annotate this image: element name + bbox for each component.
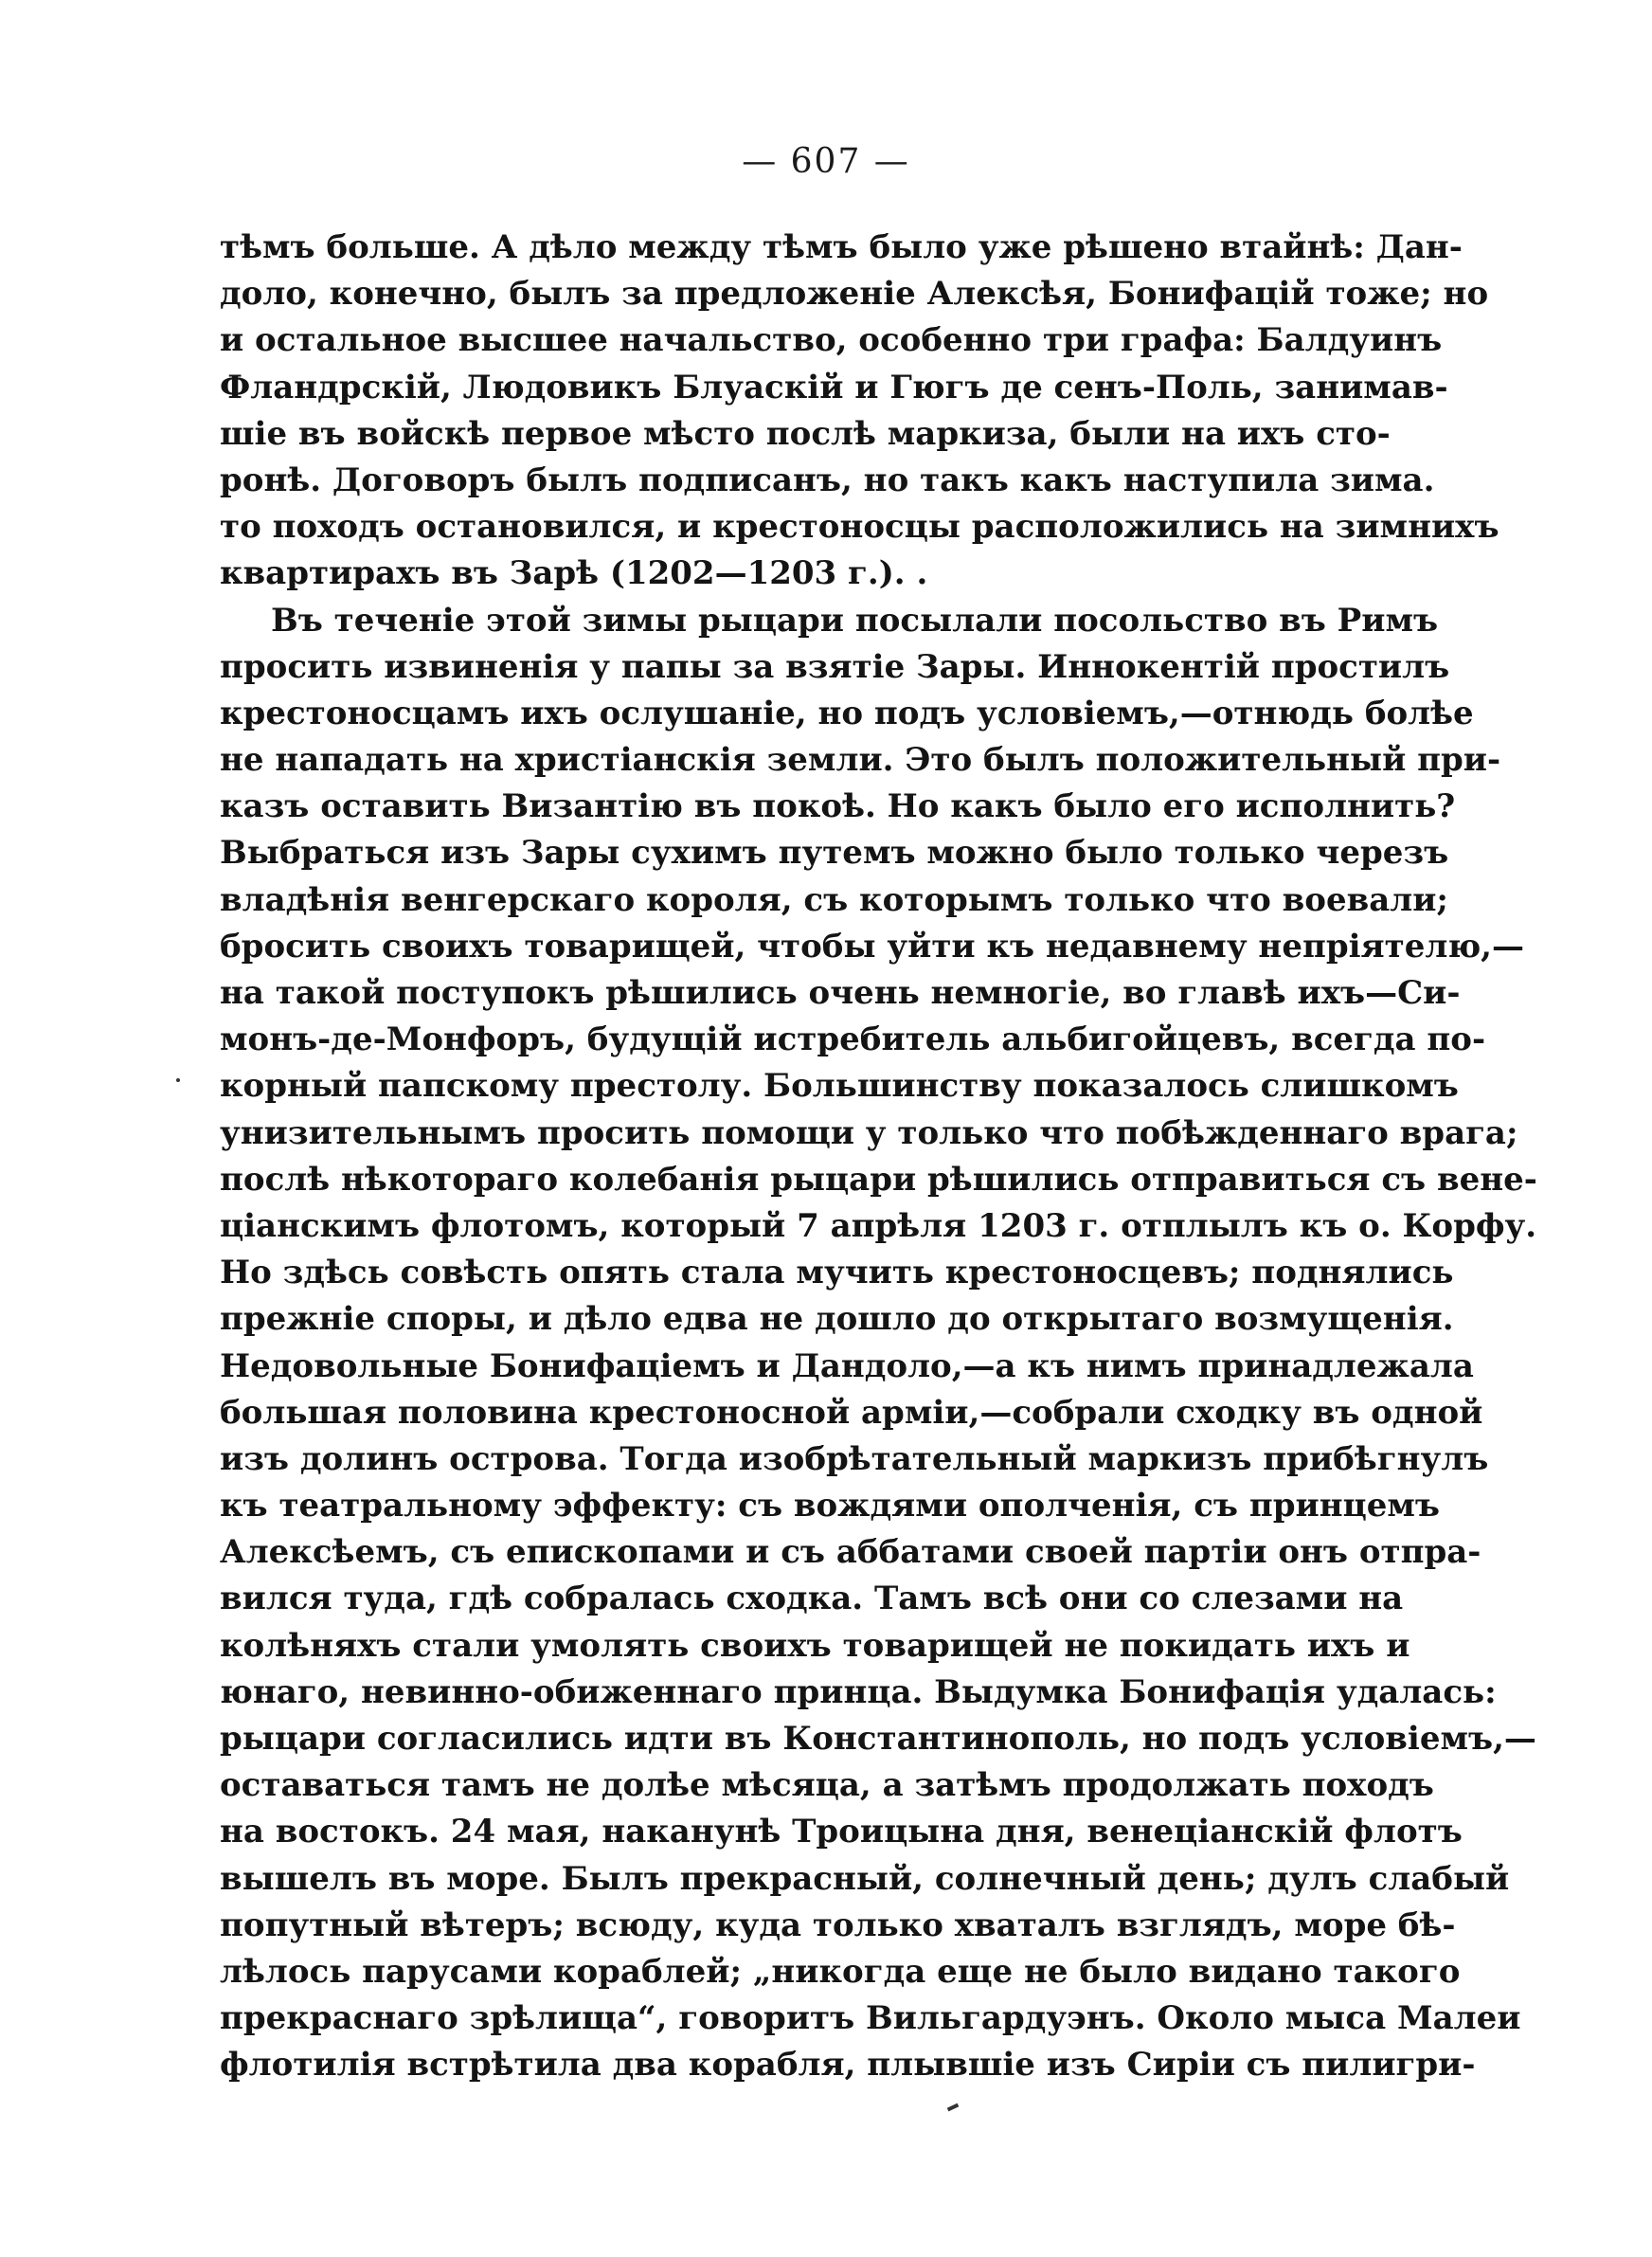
text-line: ронѣ. Договоръ былъ подписанъ, но такъ какъ наступила зима. (220, 460, 1435, 499)
text-line: доло, конечно, былъ за предложеніе Алексѣя, Бонифацій тоже; но (220, 275, 1489, 314)
text-line: казъ оставить Византію въ покоѣ. Но какъ было его исполнить? (220, 787, 1456, 826)
text-line: Недовольные Бонифаціемъ и Дандоло,—а къ нимъ принадлежала (220, 1346, 1474, 1385)
text-line: прежніе споры, и дѣло едва не дошло до открытаго возмущенія. (220, 1300, 1454, 1339)
text-line: владѣнія венгерскаго короля, съ которымъ только что воевали; (220, 880, 1448, 919)
text-line: прекраснаго зрѣлища“, говоритъ Вильгардуэнъ. Около мыса Малеи (220, 1999, 1521, 2038)
text-line: Выбраться изъ Зары сухимъ путемъ можно было только черезъ (220, 834, 1449, 873)
text-line: просить извиненія у папы за взятіе Зары. Иннокентій простилъ (220, 647, 1450, 686)
text-line: на такой поступокъ рѣшились очень немногіе, во главѣ ихъ—Си- (220, 974, 1461, 1012)
text-line: и остальное высшее начальство, особенно три графа: Балдуинъ (220, 321, 1443, 360)
text-line: послѣ нѣкотораго колебанія рыцари рѣшились отправиться съ вене- (220, 1160, 1537, 1199)
text-line: шіе въ войскѣ первое мѣсто послѣ маркиза, были на ихъ сто- (220, 414, 1391, 453)
text-line: тѣмъ больше. А дѣло между тѣмъ было уже рѣшено втайнѣ: Дан- (220, 228, 1463, 266)
text-line: оставаться тамъ не долѣе мѣсяца, а затѣмъ продолжать походъ (220, 1766, 1434, 1805)
paragraph-end-line: квартирахъ въ Зарѣ (1202—1203 г.). . (220, 554, 928, 593)
body-text (220, 225, 1537, 2089)
text-line: къ театральному эффекту: съ вождями ополченія, съ принцемъ (220, 1487, 1440, 1526)
text-line: Алексѣемъ, съ епископами и съ аббатами своей партіи онъ отпра- (220, 1533, 1481, 1572)
text-line: вышелъ въ море. Былъ прекрасный, солнечный день; дулъ слабый (220, 1859, 1510, 1898)
text-line: попутный вѣтеръ; всюду, куда только хваталъ взглядъ, море бѣ- (220, 1905, 1456, 1944)
text-line: вился туда, гдѣ собралась сходка. Тамъ всѣ они со слезами на (220, 1580, 1404, 1618)
text-line: большая половина крестоносной арміи,—собрали сходку въ одной (220, 1393, 1483, 1432)
text-line: бросить своихъ товарищей, чтобы уйти къ недавнему непріятелю,— (220, 927, 1525, 966)
scan-mark (947, 2104, 960, 2112)
text-line: лѣлось парусами кораблей; „никогда еще не было видано такого (220, 1952, 1461, 1991)
text-line: крестоносцамъ ихъ ослушаніе, но подъ условіемъ,—отнюдь болѣе (220, 694, 1474, 732)
text-line: Фландрскій, Людовикъ Блуаскій и Гюгъ де сенъ-Поль, занимав- (220, 368, 1448, 406)
text-line: юнаго, невинно-обиженнаго принца. Выдумка Бонифація удалась: (220, 1672, 1497, 1711)
text-line: Но здѣсь совѣсть опять стала мучить крестоносцевъ; поднялись (220, 1254, 1454, 1292)
text-line: монъ-де-Монфоръ, будущій истребитель альбигойцевъ, всегда по- (220, 1020, 1486, 1059)
text-line: ціанскимъ флотомъ, который 7 апрѣля 1203 г. отплылъ къ о. Корфу. (220, 1206, 1537, 1245)
text-line: не нападать на христіанскія земли. Это былъ положительный при- (220, 741, 1501, 780)
text-line: корный папскому престолу. Большинству показалось слишкомъ (220, 1067, 1459, 1106)
text-line: то походъ остановился, и крестоносцы расположились на зимнихъ (220, 508, 1499, 547)
text-line: колѣняхъ стали умолять своихъ товарищей не покидать ихъ и (220, 1626, 1410, 1665)
text-line: на востокъ. 24 мая, наканунѣ Троицына дня, венеціанскій флотъ (220, 1813, 1463, 1851)
text-line: флотилія встрѣтила два корабля, плывшіе изъ Сиріи съ пилигри- (220, 2046, 1476, 2085)
text-line: унизительнымъ просить помощи у только что побѣжденнаго врага; (220, 1113, 1518, 1152)
scan-speck (176, 1078, 180, 1082)
page-number: — 607 — (742, 142, 910, 181)
text-line: рыцари согласились идти въ Константинополь, но подъ условіемъ,— (220, 1720, 1536, 1758)
paragraph-start-line: Въ теченіе этой зимы рыцари посылали посольство въ Римъ (271, 601, 1439, 640)
text-line: изъ долинъ острова. Тогда изобрѣтательный маркизъ прибѣгнулъ (220, 1439, 1489, 1478)
